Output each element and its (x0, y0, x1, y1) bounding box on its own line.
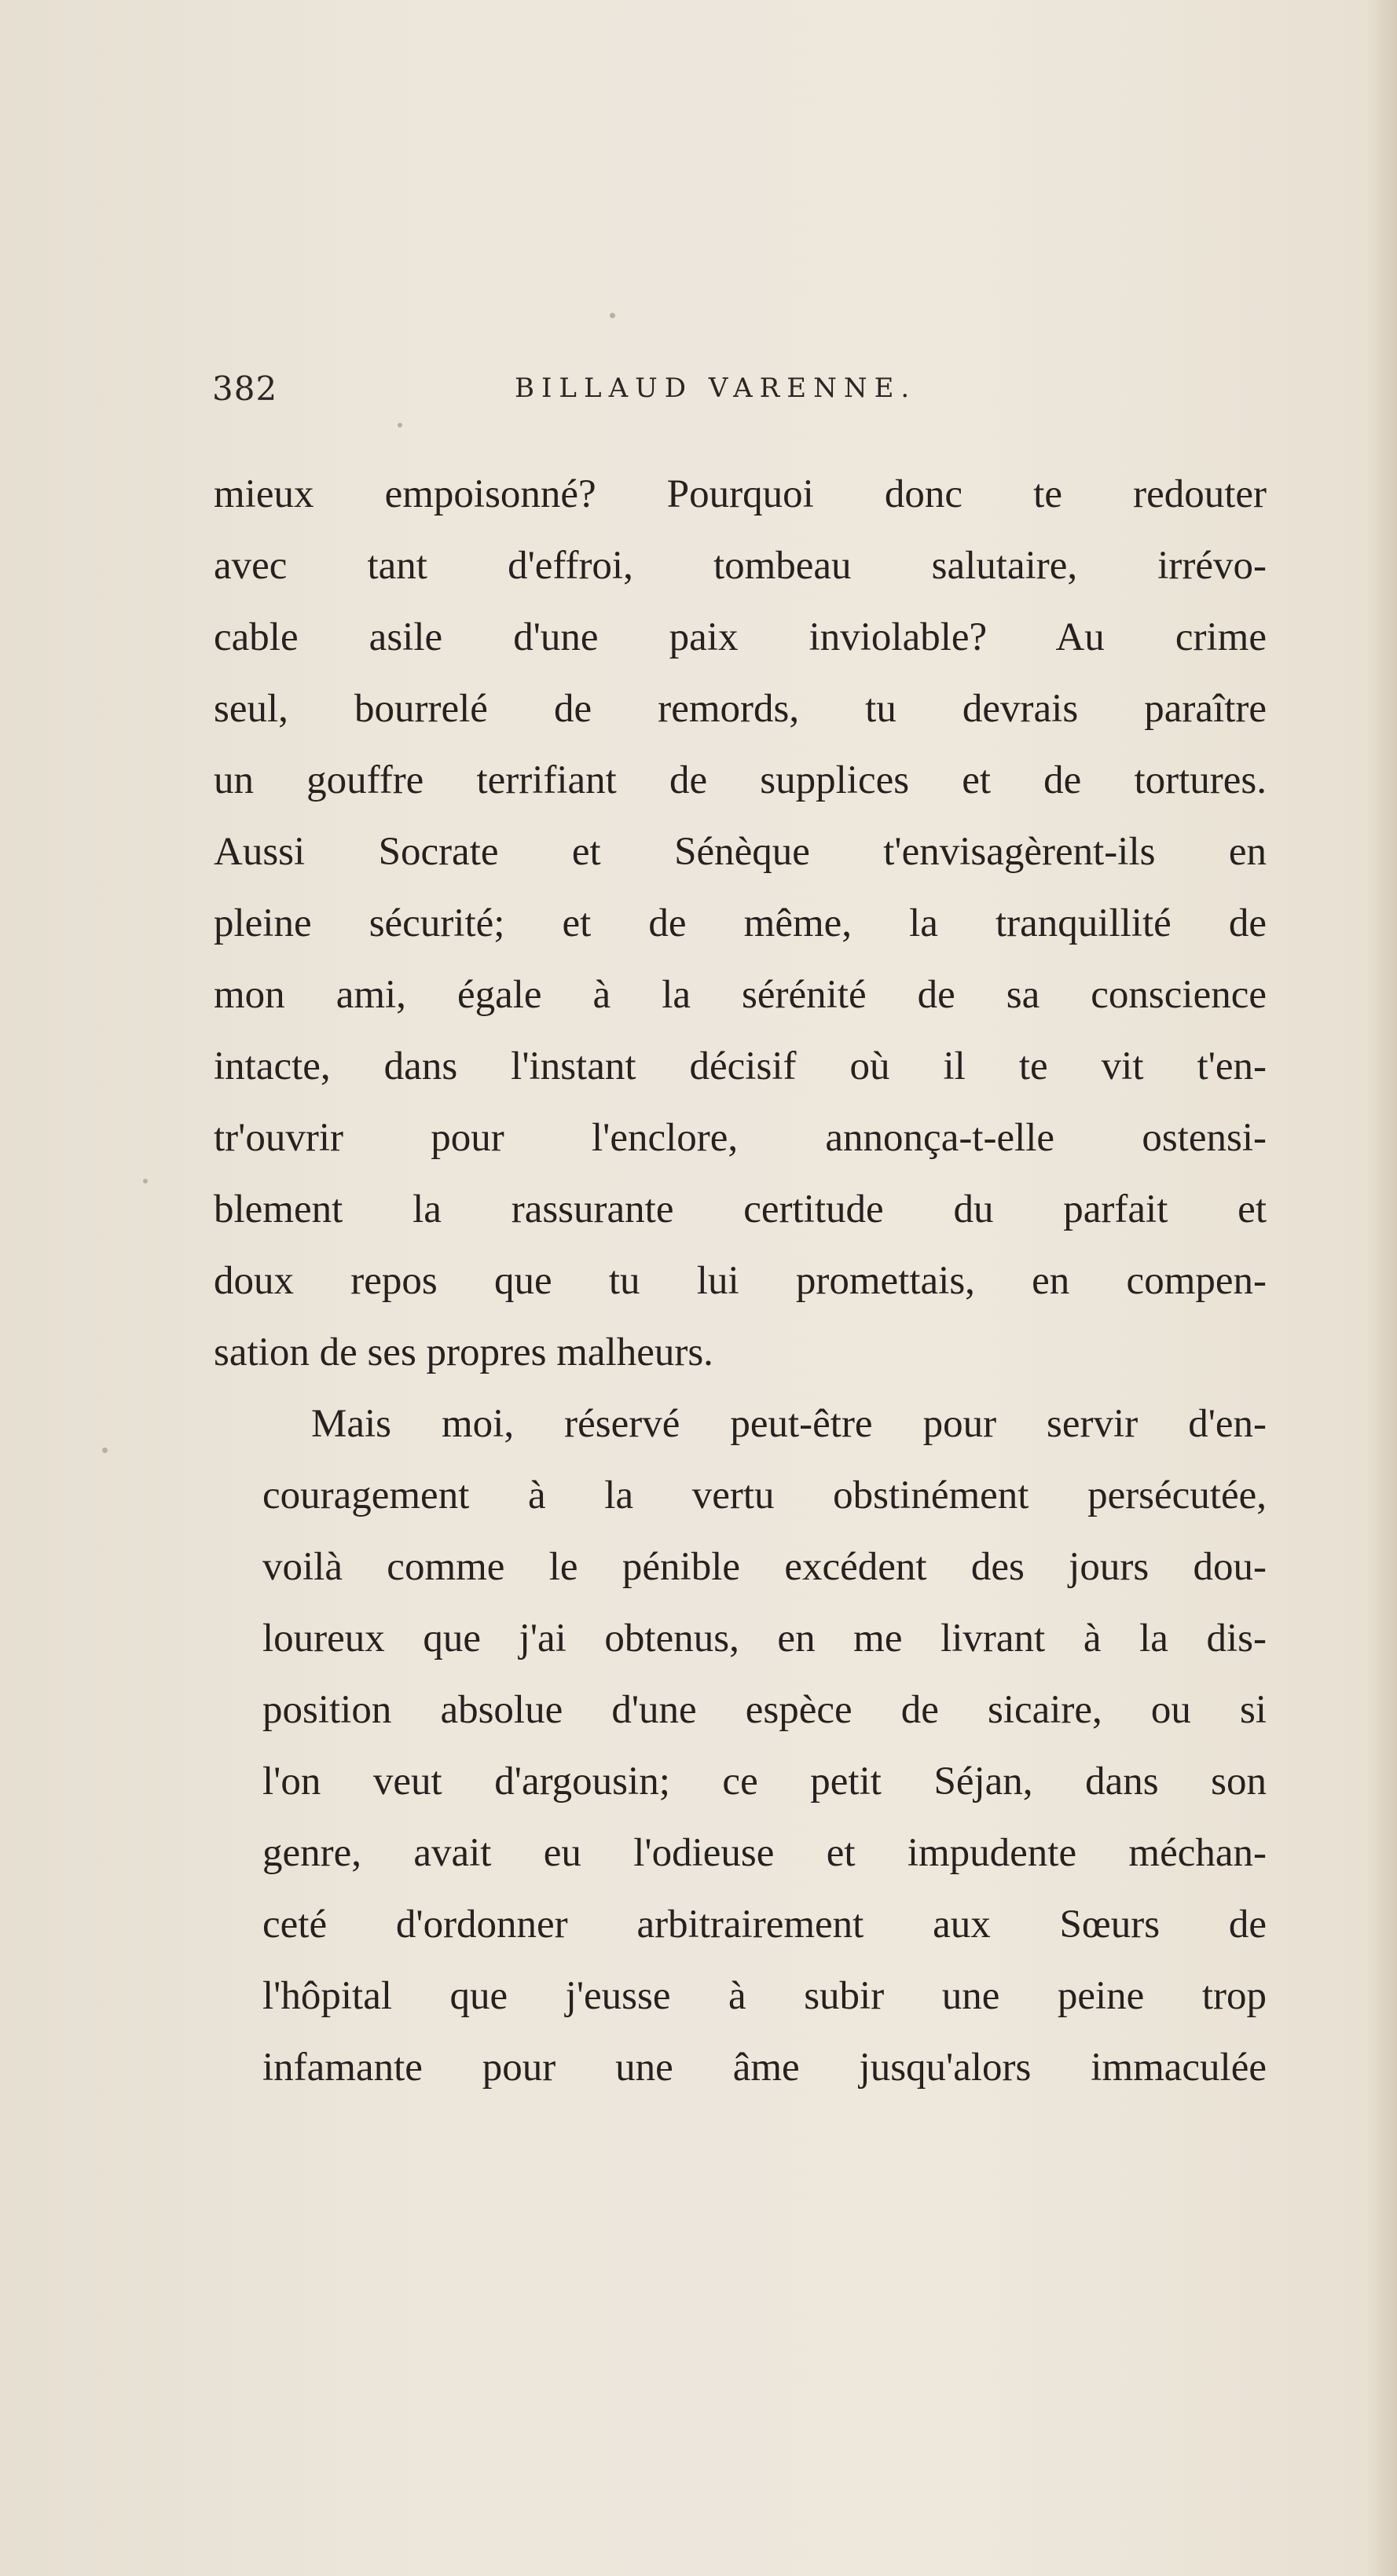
text-line: voilà comme le pénible excédent des jours dou- (262, 1545, 1267, 1589)
paper-speck (398, 423, 402, 427)
text-line: couragement à la vertu obstinément persécutée, (262, 1473, 1267, 1517)
text-line: l'hôpital que j'eusse à subir une peine trop (262, 1974, 1267, 2018)
text-line: pleine sécurité; et de même, la tranquillité de (214, 901, 1267, 945)
body-text (214, 459, 1267, 2104)
text-line: doux repos que tu lui promettais, en compen- (214, 1259, 1267, 1303)
text-line: genre, avait eu l'odieuse et impudente méchan- (262, 1831, 1267, 1875)
running-title: BILLAUD VARENNE. (515, 372, 917, 404)
text-line: blement la rassurante certitude du parfait et (214, 1187, 1267, 1231)
text-line: mon ami, égale à la sérénité de sa conscience (214, 973, 1267, 1017)
paragraph (214, 1389, 1267, 2104)
text-line: infamante pour une âme jusqu'alors immaculée (262, 2046, 1267, 2090)
text-line: avec tant d'effroi, tombeau salutaire, irrévo- (214, 544, 1267, 588)
text-line: Aussi Socrate et Sénèque t'envisagèrent-ils en (214, 830, 1267, 874)
page-number: 382 (212, 369, 278, 408)
text-line: cable asile d'une paix inviolable? Au crime (214, 615, 1267, 659)
paper-speck (102, 1448, 108, 1453)
text-line: tr'ouvrir pour l'enclore, annonça-t-elle ostensi- (214, 1116, 1267, 1160)
text-line: mieux empoisonné? Pourquoi donc te redouter (214, 472, 1267, 516)
text-line: intacte, dans l'instant décisif où il te vit t'en- (214, 1044, 1267, 1088)
text-line: l'on veut d'argousin; ce petit Séjan, dans son (262, 1760, 1267, 1804)
text-line: seul, bourrelé de remords, tu devrais paraître (214, 687, 1267, 731)
text-line: sation de ses propres malheurs. (214, 1330, 713, 1374)
paragraph (214, 459, 1267, 1389)
page-edge-shadow (1366, 0, 1397, 2576)
text-line: ceté d'ordonner arbitrairement aux Sœurs de (262, 1903, 1267, 1947)
text-line: Mais moi, réservé peut-être pour servir d'en- (311, 1402, 1267, 1446)
text-line: un gouffre terrifiant de supplices et de tortures. (214, 758, 1267, 802)
paper-speck (610, 313, 615, 318)
text-line: loureux que j'ai obtenus, en me livrant à la dis- (262, 1616, 1267, 1660)
paper-speck (143, 1179, 148, 1183)
running-head (212, 369, 1265, 416)
text-line: position absolue d'une espèce de sicaire, ou si (262, 1688, 1267, 1732)
